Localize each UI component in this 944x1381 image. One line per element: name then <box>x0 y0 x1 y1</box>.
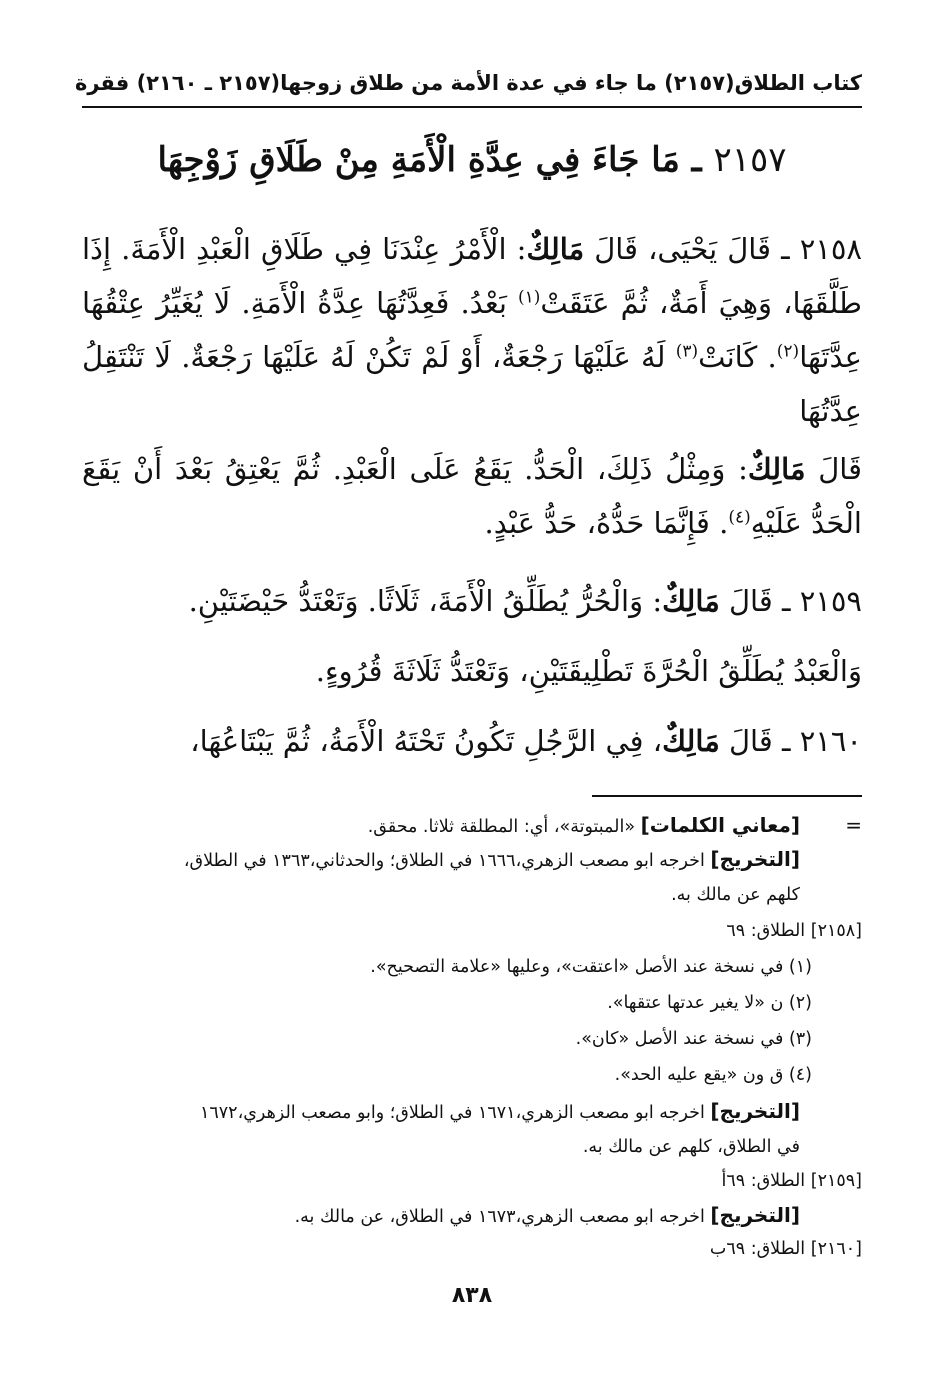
footnote-text: [٢١٦٠] الطلاق: ٦٩ب <box>709 1239 862 1259</box>
page-number: ٨٣٨ <box>451 1283 493 1308</box>
footnote-text: [٢١٥٩] الطلاق: ٦٩أ <box>721 1171 862 1191</box>
paragraph-text: ـ قَالَ يَحْيَى، قَالَ <box>584 232 790 266</box>
malik-name: مَالِكٌ <box>526 232 585 266</box>
footnote-tag: [التخريج] <box>710 847 800 871</box>
footnote-text: (٢) ن «لا يغير عدتها عتقها». <box>607 993 812 1013</box>
footnote-text: (٣) في نسخة عند الأصل «كان». <box>575 1029 812 1049</box>
continuation-mark: = <box>845 813 862 837</box>
paragraph-number: ٢١٦٠ <box>799 724 862 758</box>
paragraph-malik-hadd <box>82 442 862 550</box>
footnote-line <box>82 1094 800 1130</box>
footnote-ref: (١) <box>517 287 541 308</box>
footnote-text: في الطلاق، كلهم عن مالك به. <box>582 1137 800 1157</box>
paragraph-number: ٢١٥٩ <box>799 584 862 618</box>
running-header <box>74 60 862 108</box>
header-chapter-title: (٢١٥٧) ما جاء في عدة الأمة من طلاق زوجها <box>280 71 735 95</box>
section-title <box>82 140 862 180</box>
header-book-title: كتاب الطلاق <box>734 71 862 95</box>
section-number: ٢١٥٧ <box>713 140 787 180</box>
footnote-line <box>82 878 800 912</box>
header-paragraph-range: (٢١٥٧ ـ ٢١٦٠) فقرة <box>74 71 281 95</box>
footnote-tag: [معاني الكلمات] <box>640 813 800 837</box>
footnote-line <box>82 1164 862 1198</box>
footnote-line <box>82 808 862 844</box>
paragraph-text: . فَإِنَّمَا حَدُّهُ، حَدُّ عَبْدٍ. <box>484 506 729 540</box>
footnote-line <box>82 1130 800 1164</box>
footnote-text: (١) في نسخة عند الأصل «اعتقت»، وعليها «علامة التصحيح». <box>370 957 812 977</box>
paragraph-text: قَالَ <box>805 452 862 486</box>
footnote-line <box>82 950 812 984</box>
paragraph-2158 <box>82 222 862 438</box>
footnote-text: [٢١٥٨] الطلاق: ٦٩ <box>726 921 862 941</box>
paragraph-text: : الْأَمْرُ عِنْدَنَا فِي طَلَاقِ الْعَبْدِ الْأَمَةَ. إِذَا طَلَّقَهَا، وَهِيَ أَمَةٌ، ثُمَّ عَتَقَتْ <box>82 232 862 320</box>
paragraph-2159-cont <box>82 644 862 698</box>
footnote-line <box>82 1022 812 1056</box>
malik-name: مَالِكٌ <box>747 452 806 486</box>
footnote-text: كلهم عن مالك به. <box>671 885 800 905</box>
footnote-text: «المبتوتة»، أي: المطلقة ثلاثا. محقق. <box>367 817 641 837</box>
footnote-line <box>82 914 862 948</box>
malik-name: مَالِكٌ <box>662 584 720 618</box>
paragraph-2159 <box>82 574 862 628</box>
footnote-line <box>82 986 812 1020</box>
footnote-line <box>82 1232 862 1266</box>
paragraph-text: بَعْدُ. فَعِدَّتُهَا عِدَّةُ الْأَمَةِ. لَا يُغَيِّرُ عِتْقُهَا عِدَّتَهَا <box>82 286 862 374</box>
paragraph-text: وَالْعَبْدُ يُطَلِّقُ الْحُرَّةَ تَطْلِيقَتَيْنِ، وَتَعْتَدُّ ثَلَاثَةَ قُرُوءٍ. <box>315 654 862 688</box>
footnote-tag: [التخريج] <box>710 1203 800 1227</box>
paragraph-text: ـ قَالَ <box>719 724 791 758</box>
footnote-text: (٤) ق ون «يقع عليه الحد». <box>614 1065 812 1085</box>
footnote-line <box>82 1198 800 1234</box>
footnote-text: اخرجه ابو مصعب الزهري،١٦٦٦ في الطلاق؛ والحدثاني،١٣٦٣ في الطلاق، <box>183 851 711 871</box>
paragraph-text: ـ قَالَ <box>719 584 791 618</box>
footnote-ref: (٣) <box>675 341 699 362</box>
footnote-tag: [التخريج] <box>710 1099 800 1123</box>
footnote-separator <box>592 795 862 797</box>
footnote-ref: (٤) <box>728 507 751 528</box>
malik-name: مَالِكٌ <box>662 724 720 758</box>
paragraph-number: ٢١٥٨ <box>799 232 862 266</box>
footnote-line <box>82 1058 812 1092</box>
paragraph-text: ، فِي الرَّجُلِ تَكُونُ تَحْتَهُ الْأَمَةُ، ثُمَّ يَبْتَاعُهَا، <box>190 724 663 758</box>
footnote-ref: (٢) <box>776 341 800 362</box>
paragraph-text: . كَانَتْ <box>698 340 777 374</box>
paragraph-text: : وَالْحُرُّ يُطَلِّقُ الْأَمَةَ، ثَلَاثًا. وَتَعْتَدُّ حَيْضَتَيْنِ. <box>188 584 663 618</box>
paragraph-text: لَهُ عَلَيْهَا رَجْعَةٌ، أَوْ لَمْ تَكُنْ لَهُ عَلَيْهَا رَجْعَةٌ. لَا تَنْتَقِلُ عِدَّتُهَا <box>82 340 862 428</box>
paragraph-text: : وَمِثْلُ ذَلِكَ، الْحَدُّ. يَقَعُ عَلَى الْعَبْدِ. ثُمَّ يَعْتِقُ بَعْدَ أَنْ يَقَعَ الْحَدُّ عَلَيْهِ <box>82 452 862 540</box>
paragraph-2160 <box>82 714 862 768</box>
footnote-text: اخرجه ابو مصعب الزهري،١٦٧٣ في الطلاق، عن مالك به. <box>294 1207 711 1227</box>
section-title-text: ـ مَا جَاءَ فِي عِدَّةِ الْأَمَةِ مِنْ طَلَاقِ زَوْجِهَا <box>157 140 702 180</box>
footnote-text: اخرجه ابو مصعب الزهري،١٦٧١ في الطلاق؛ وابو مصعب الزهري،١٦٧٢ <box>199 1103 711 1123</box>
footnote-line <box>82 842 800 878</box>
